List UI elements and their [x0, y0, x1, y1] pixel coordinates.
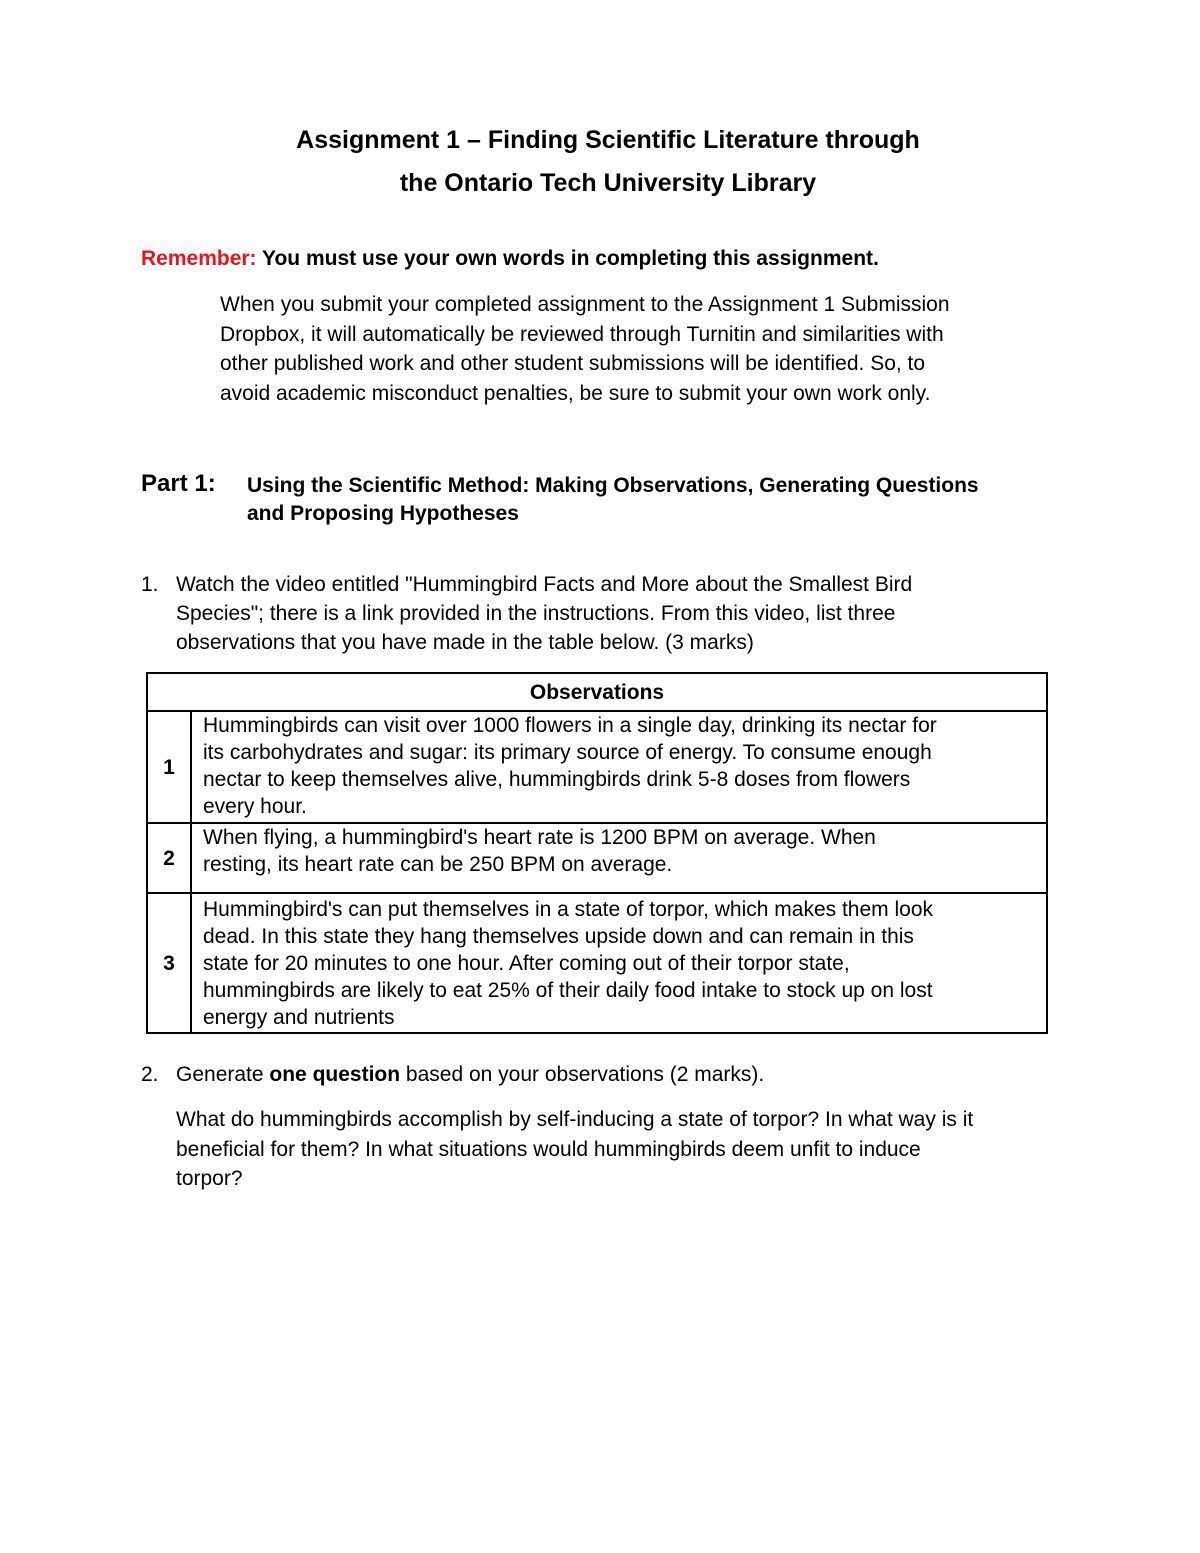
notice-line: other published work and other student submissions will be identified. So, to — [220, 352, 926, 375]
observations-table — [146, 672, 1048, 1034]
answer-line: torpor? — [176, 1167, 243, 1190]
table-row — [147, 893, 1047, 1033]
observations-header: Observations — [147, 673, 1047, 711]
question-2-text — [176, 1060, 764, 1089]
observation-number: 2 — [147, 823, 191, 893]
observation-line: nectar to keep themselves alive, hummingbirds drink 5-8 doses from flowers — [203, 768, 911, 791]
observation-text — [191, 711, 1047, 823]
observation-line: its carbohydrates and sugar: its primary source of energy. To consume enough — [203, 741, 932, 764]
remember-label: Remember: — [141, 247, 257, 270]
observation-text — [191, 823, 1047, 893]
question-1-line: Species"; there is a link provided in the instructions. From this video, list three — [176, 602, 896, 625]
observation-line: every hour. — [203, 795, 307, 818]
answer-line: beneficial for them? In what situations would hummingbirds deem unfit to induce — [176, 1137, 921, 1161]
notice-line: Dropbox, it will automatically be reviewed through Turnitin and similarities with — [220, 322, 944, 346]
part-1-title-line: and Proposing Hypotheses — [247, 502, 519, 525]
remember-text: You must use your own words in completing this assignment. — [256, 247, 879, 270]
question-2-after: based on your observations (2 marks). — [400, 1063, 765, 1086]
table-row — [147, 711, 1047, 823]
table-row — [147, 823, 1047, 893]
part-1-title-line: Using the Scientific Method: Making Observations, Generating Questions — [247, 474, 979, 497]
observation-text — [191, 893, 1047, 1033]
assignment-title-line-2: the Ontario Tech University Library — [399, 169, 817, 197]
part-1-title — [247, 472, 979, 528]
question-1-line: observations that you have made in the table below. (3 marks) — [176, 631, 754, 654]
observation-line: Hummingbird's can put themselves in a state of torpor, which makes them look — [203, 898, 934, 921]
observation-line: energy and nutrients — [203, 1006, 395, 1029]
observation-number: 3 — [147, 893, 191, 1033]
assignment-title-line-1: Assignment 1 – Finding Scientific Literature through — [296, 126, 920, 154]
observation-line: state for 20 minutes to one hour. After coming out of their torpor state, — [203, 952, 850, 975]
observation-line: dead. In this state they hang themselves upside down and can remain in this — [203, 925, 914, 948]
observation-line: Hummingbirds can visit over 1000 flowers in a single day, drinking its nectar for — [203, 714, 937, 737]
observation-line: hummingbirds are likely to eat 25% of their daily food intake to stock up on lost — [203, 979, 933, 1002]
question-2-answer — [176, 1105, 973, 1194]
question-2-before: Generate — [176, 1063, 270, 1086]
submission-notice — [220, 290, 1060, 408]
answer-line: What do hummingbirds accomplish by self-inducing a state of torpor? In what way is it — [176, 1108, 974, 1131]
question-2-number: 2. — [141, 1063, 159, 1086]
question-1-line: Watch the video entitled "Hummingbird Facts and More about the Smallest Bird — [176, 573, 913, 596]
notice-line: avoid academic misconduct penalties, be sure to submit your own work only. — [220, 381, 931, 405]
observation-line: resting, its heart rate can be 250 BPM on average. — [203, 853, 673, 876]
question-1-number: 1. — [141, 573, 159, 596]
question-2-bold: one question — [269, 1063, 401, 1086]
remember-notice — [141, 246, 879, 272]
part-1-label: Part 1: — [141, 470, 216, 497]
observation-number: 1 — [147, 711, 191, 823]
observation-line: When flying, a hummingbird's heart rate is 1200 BPM on average. When — [203, 826, 876, 849]
question-1-text — [176, 570, 912, 657]
notice-line: When you submit your completed assignment to the Assignment 1 Submission — [220, 293, 950, 316]
